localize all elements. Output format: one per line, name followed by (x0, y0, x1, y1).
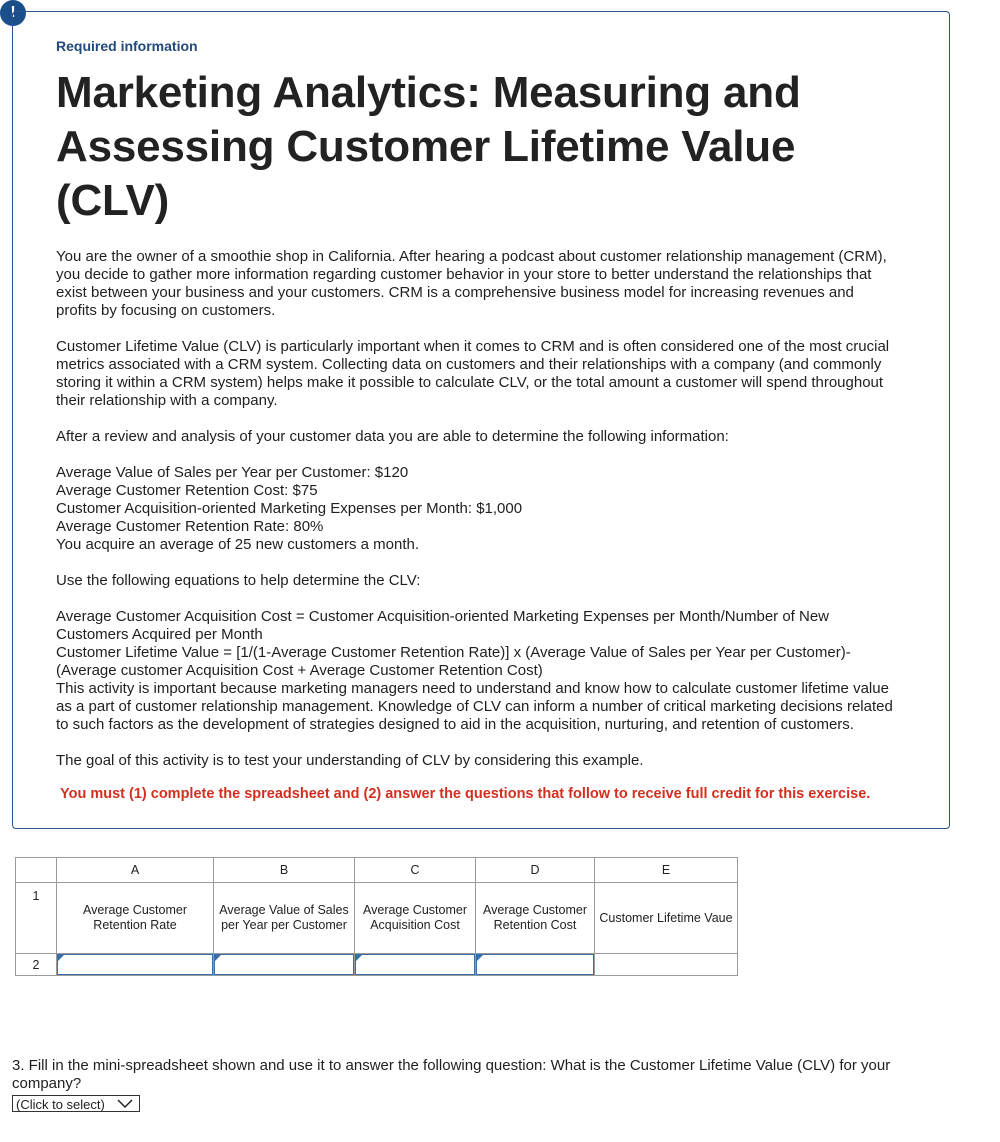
header-cell: Customer Lifetime Vaue (595, 883, 738, 954)
fact-item: Customer Acquisition-oriented Marketing Expenses per Month: $1,000 (56, 500, 523, 517)
column-header: A (57, 858, 214, 883)
equation-clv: Customer Lifetime Value = [1/(1-Average Customer Retention Rate)] x (Average Value of Sales per Year per Customer)-(Average customer Acquisition Cost + Average Customer Retention Cost) (56, 644, 851, 679)
intro-paragraph: You are the owner of a smoothie shop in California. After hearing a podcast about customer relationship management (CRM), you decide to gather more information regarding customer behavior in your store to better understand the relationships that exist between your business and your customers. CRM is a comprehensive business model for increasing revenues and profits by focusing on customers. (56, 248, 887, 319)
header-cell: Average Customer Retention Cost (476, 883, 595, 954)
page-title: Marketing Analytics: Measuring and Assessing Customer Lifetime Value (CLV) (56, 68, 801, 225)
alert-icon: ! (0, 0, 26, 26)
clv-output-cell (595, 954, 738, 976)
header-cell: Average Customer Acquisition Cost (355, 883, 476, 954)
column-header: C (355, 858, 476, 883)
answer-select[interactable] (12, 1095, 140, 1112)
equation-acquisition-cost: Average Customer Acquisition Cost = Customer Acquisition-oriented Marketing Expenses per Month/Number of New Customers Acquired per Month (56, 608, 830, 643)
row-number: 1 (16, 883, 57, 954)
table-row (16, 954, 738, 976)
facts-list (56, 464, 896, 554)
fact-item: Average Value of Sales per Year per Customer: $120 (56, 464, 409, 481)
header-cell: Average Value of Sales per Year per Customer (214, 883, 355, 954)
header-cell: Average Customer Retention Rate (57, 883, 214, 954)
required-info-panel (12, 11, 950, 829)
column-header: D (476, 858, 595, 883)
mini-spreadsheet (15, 857, 738, 976)
equations-intro: Use the following equations to help determine the CLV: (56, 572, 421, 589)
table-row (16, 883, 738, 954)
retention-cost-input[interactable] (476, 954, 595, 976)
required-info-label: Required information (56, 38, 198, 54)
row-number: 2 (16, 954, 57, 976)
acquisition-cost-input[interactable] (355, 954, 476, 976)
review-paragraph: After a review and analysis of your customer data you are able to determine the following information: (56, 428, 729, 445)
corner-cell (16, 858, 57, 883)
fact-item: Average Customer Retention Cost: $75 (56, 482, 318, 499)
clv-paragraph: Customer Lifetime Value (CLV) is particularly important when it comes to CRM and is often considered one of the most crucial metrics associated with a CRM system. Collecting data on customers and their relationships with a company (and commonly storing it within a CRM system) helps make it possible to calculate CLV, or the total amount a customer will spend throughout their relationship with a company. (56, 338, 890, 409)
chevron-down-icon (117, 1097, 133, 1114)
goal-paragraph: The goal of this activity is to test your understanding of CLV by considering this example. (56, 752, 644, 769)
column-header: E (595, 858, 738, 883)
column-header: B (214, 858, 355, 883)
answer-select-label: (Click to select) (16, 1097, 105, 1112)
question-text: 3. Fill in the mini-spreadsheet shown and use it to answer the following question: What is the Customer Lifetime Value (CLV) for your company? (12, 1057, 891, 1092)
fact-item: Average Customer Retention Rate: 80% (56, 518, 324, 535)
sales-value-input[interactable] (214, 954, 355, 976)
importance-paragraph: This activity is important because marketing managers need to understand and know how to calculate customer lifetime value as a part of customer relationship management. Knowledge of CLV can inform a number of critical marketing decisions related to such factors as the development of strategies designed to aid in the acquisition, nurturing, and retention of customers. (56, 680, 893, 733)
fact-item: You acquire an average of 25 new customers a month. (56, 536, 420, 553)
column-header-row (16, 858, 738, 883)
retention-rate-input[interactable] (57, 954, 214, 976)
credit-warning: You must (1) complete the spreadsheet and (2) answer the questions that follow to receive full credit for this exercise. (60, 785, 871, 802)
